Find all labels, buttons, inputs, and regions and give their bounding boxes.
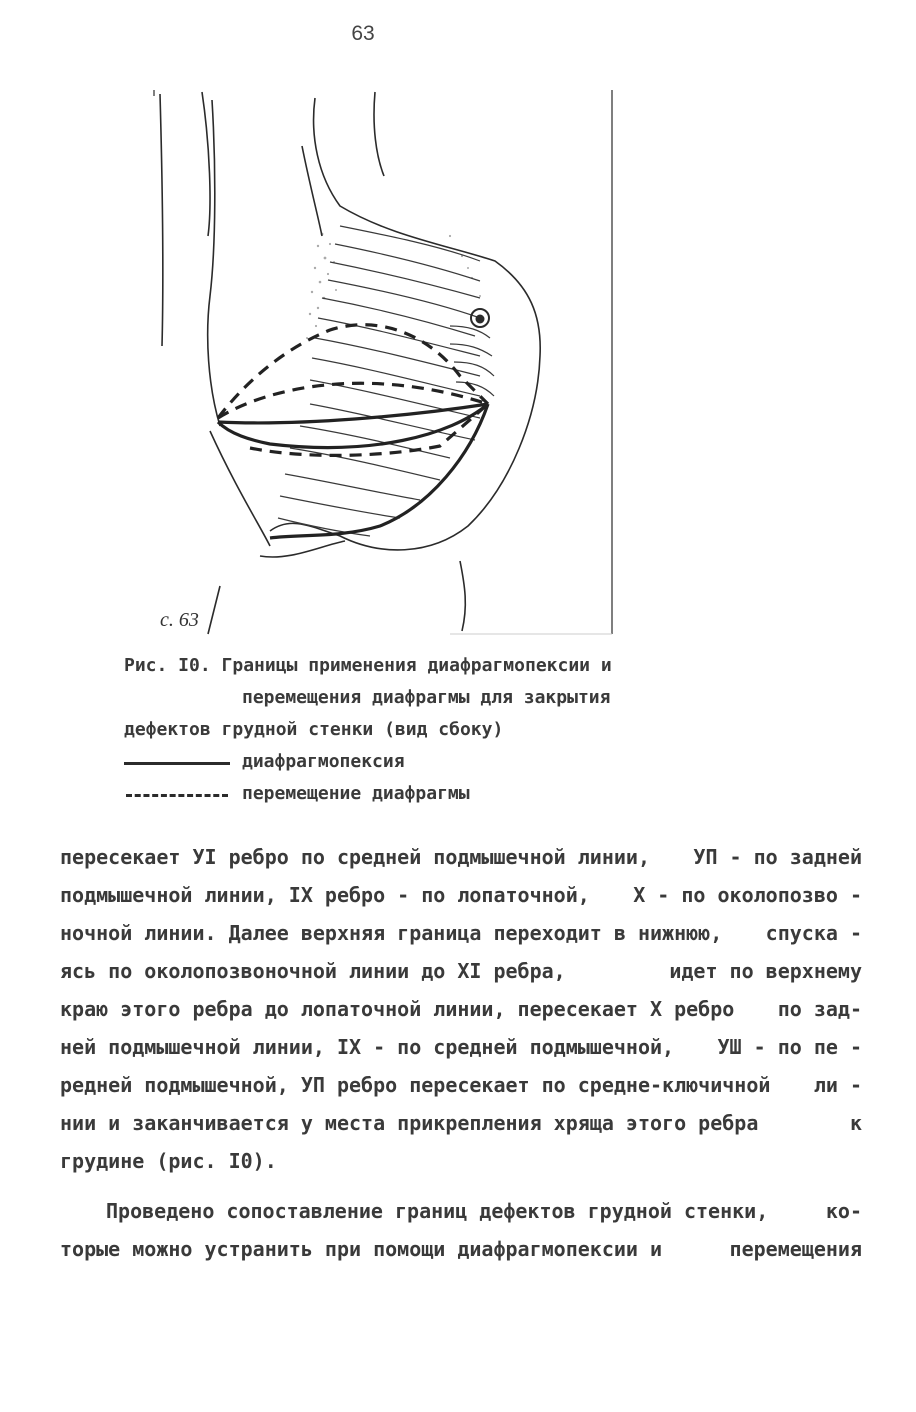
page-number: 63: [351, 22, 375, 45]
body-outline: [160, 92, 540, 634]
text-line: подмышечной линии, IX ребро - по лопаточной, X - по околопозво -: [60, 883, 862, 907]
figure-chest-diagram: [150, 86, 615, 638]
legend-dashed: [124, 778, 744, 810]
diaphragmopexy-boundary: [218, 404, 488, 538]
text-line: Проведено сопоставление границ дефектов грудной стенки, ко-: [106, 1199, 862, 1223]
figure-page-mark: c. 63: [160, 609, 199, 631]
caption-line-1: [124, 650, 744, 682]
legend-solid: [124, 746, 744, 778]
legend-dashed-label: перемещение диафрагмы: [242, 783, 470, 804]
caption-line-2: перемещения диафрагмы для закрытия: [242, 687, 611, 708]
caption-line-3: дефектов грудной стенки (вид сбоку): [124, 719, 504, 740]
text-line: ней подмышечной линии, IX - по средней подмышечной, УШ - по пе -: [60, 1035, 862, 1059]
text-line: торые можно устранить при помощи диафрагмопексии и перемещения: [60, 1237, 862, 1261]
text-line: ясь по околопозвоночной линии до XI ребра, идет по верхнему: [60, 959, 862, 983]
nipple-mark: [471, 309, 489, 327]
text-line: пересекает УI ребро по средней подмышечной линии, УП - по задней: [60, 845, 862, 869]
body-text: [60, 838, 862, 1268]
text-line: ночной линии. Далее верхняя граница переходит в нижнюю, спуска -: [60, 921, 862, 945]
caption-text-1: Границы применения диафрагмопексии и: [221, 655, 612, 676]
text-line: грудине (рис. I0).: [60, 1149, 277, 1173]
legend-solid-label: диафрагмопексия: [242, 751, 405, 772]
figure-caption: [124, 650, 744, 810]
chest-sketch-svg: [150, 86, 615, 638]
text-line: редней подмышечной, УП ребро пересекает по средне-ключичной ли -: [60, 1073, 862, 1097]
text-line: нии и заканчивается у места прикрепления хряща этого ребра к: [60, 1111, 862, 1135]
solid-line-swatch: [124, 752, 232, 772]
caption-label: Рис. I0.: [124, 655, 211, 676]
text-line: краю этого ребра до лопаточной линии, пересекает X ребро по зад-: [60, 997, 862, 1021]
dashed-line-swatch: [124, 784, 232, 804]
rib-lines: [278, 226, 494, 536]
